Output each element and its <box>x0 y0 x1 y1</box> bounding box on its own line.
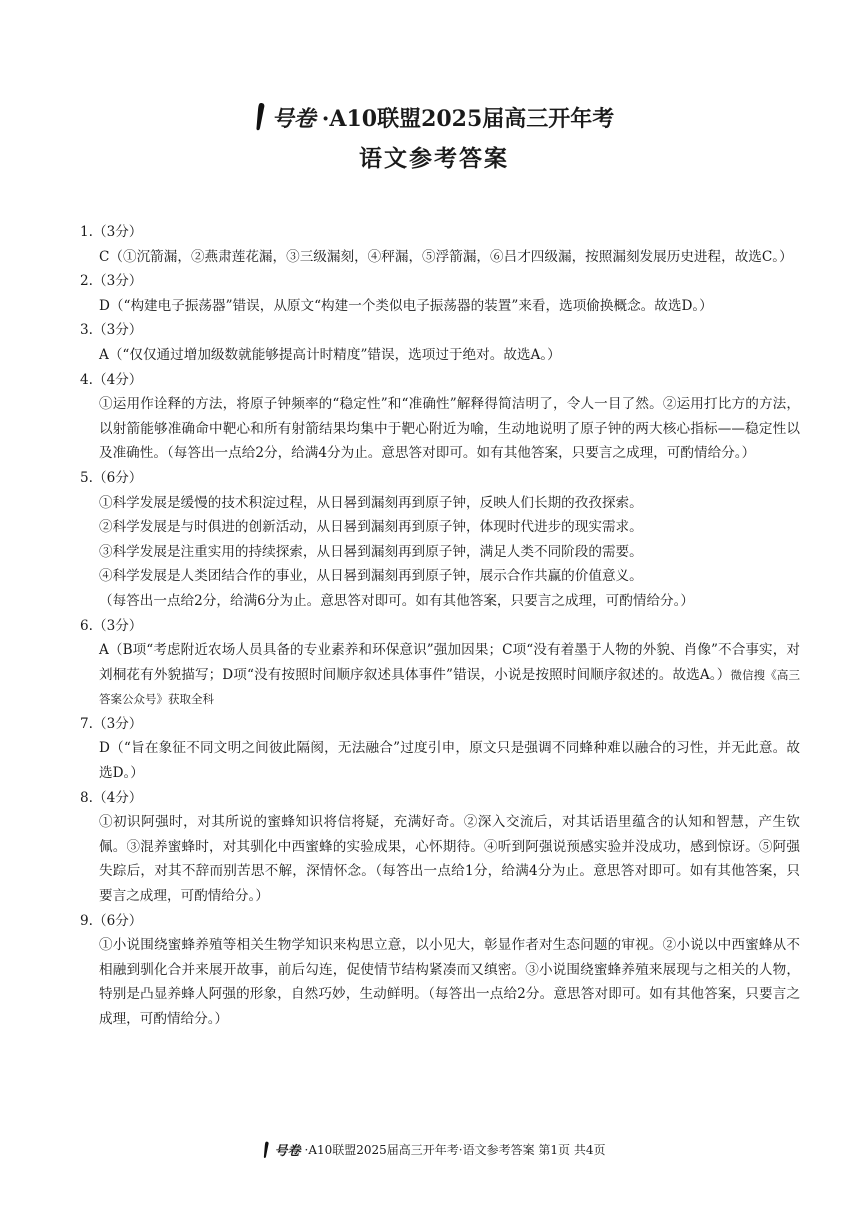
question-answer <box>99 245 800 270</box>
question-heading: 1.（3分） <box>80 224 143 240</box>
answer-list <box>80 220 800 1032</box>
answer-line: ①运用作诠释的方法，将原子钟频率的“稳定性”和“准确性”解释得简洁明了，令人一目了然。②运用打比方的方法，以射箭能够准确命中靶心和所有射箭结果均集中于靶心附近为喻，生动地说明了原子钟的两大核心指标——稳定性以及准确性。（每答出一点给2分，给满4分为止。意思答对即可。如有其他答案，只要言之成理，可酌情给分。） <box>99 396 800 462</box>
question-answer <box>99 638 800 712</box>
question-item <box>80 614 800 712</box>
question-item <box>80 318 800 367</box>
question-answer <box>99 736 800 785</box>
page-footer <box>0 1140 868 1159</box>
answer-line: D（“构建电子振荡器”错误，从原文“构建一个类似电子振荡器的装置”来看，选项偷换概念。故选D。） <box>99 297 713 314</box>
question-item <box>80 712 800 786</box>
footer-text: ·A10联盟2025届高三开年考·语文参考答案 第1页 共4页 <box>304 1143 606 1157</box>
footer-brand: 号卷 <box>274 1144 301 1159</box>
question-heading: 3.（3分） <box>80 322 143 339</box>
question-answer <box>99 343 800 368</box>
answer-line: ②科学发展是与时俱进的创新活动，从日晷到漏刻再到原子钟，体现时代进步的现实需求。 <box>99 519 643 536</box>
brush-stroke-logo-icon <box>254 102 266 132</box>
question-answer <box>99 933 800 1031</box>
question-answer <box>99 294 800 319</box>
answer-line: C（①沉箭漏，②燕肃莲花漏，③三级漏刻，④秤漏，⑤浮箭漏，⑥吕才四级漏，按照漏刻发展历史进程，故选C。） <box>99 248 793 265</box>
question-answer <box>99 810 800 908</box>
question-heading: 4.（4分） <box>80 371 143 388</box>
question-item <box>80 269 800 318</box>
question-heading: 7.（3分） <box>80 715 143 732</box>
answer-text: A（B项“考虑附近农场人员具备的专业素养和环保意识”强加因果；C项“没有着墨于人物的外貌、肖像”不合事实，对刘桐花有外貌描写；D项“没有按照时间顺序叙述具体事件”错误，小说是按照时间顺序叙述的。故选A。） <box>99 642 800 683</box>
question-item <box>80 909 800 1032</box>
document-subtitle: 语文参考答案 <box>359 145 509 172</box>
question-item <box>80 220 800 269</box>
document-header <box>0 100 868 173</box>
exam-title-text: ·A10联盟2025届高三开年考 <box>321 105 615 132</box>
question-heading: 5.（6分） <box>80 469 143 486</box>
question-answer <box>99 491 800 614</box>
answer-line: ④科学发展是人类团结合作的事业，从日晷到漏刻再到原子钟，展示合作共赢的价值意义。 <box>99 568 643 585</box>
question-item <box>80 368 800 466</box>
brush-stroke-logo-icon <box>262 1141 270 1159</box>
answer-line: A（“仅仅通过增加级数就能够提高计时精度”错误，选项过于绝对。故选A。） <box>99 346 561 363</box>
promo-note: 微信搜《高三答案公众号》获取全科 <box>99 667 801 707</box>
question-answer <box>99 392 800 466</box>
question-heading: 6.（3分） <box>80 617 143 634</box>
question-heading: 2.（3分） <box>80 273 143 290</box>
answer-line: ③科学发展是注重实用的持续探索，从日晷到漏刻再到原子钟，满足人类不同阶段的需要。 <box>99 543 643 560</box>
brand-name: 号卷 <box>271 105 316 132</box>
answer-line <box>99 638 800 712</box>
answer-line: D（“旨在象征不同文明之间彼此隔阂，无法融合”过度引申，原文只是强调不同蜂种难以融合的习性，并无此意。故选D。） <box>99 740 800 782</box>
question-heading: 8.（4分） <box>80 789 143 806</box>
question-item <box>80 786 800 909</box>
answer-line: ①科学发展是缓慢的技术积淀过程，从日晷到漏刻再到原子钟，反映人们长期的孜孜探索。 <box>99 494 643 511</box>
exam-title <box>0 100 868 134</box>
answer-line: （每答出一点给2分，给满6分为止。意思答对即可。如有其他答案，只要言之成理，可酌情给分。） <box>99 592 695 609</box>
answer-line: ①小说围绕蜜蜂养殖等相关生物学知识来构思立意，以小见大，彰显作者对生态问题的审视。②小说以中西蜜蜂从不相融到驯化合并来展开故事，前后勾连，促使情节结构紧凑而又缜密。③小说围绕蜜蜂养殖来展现与之相关的人物，特别是凸显养蜂人阿强的形象，自然巧妙，生动鲜明。（每答出一点给2分。意思答对即可。如有其他答案，只要言之成理，可酌情给分。） <box>99 937 800 1027</box>
question-item <box>80 466 800 614</box>
answer-line: ①初识阿强时，对其所说的蜜蜂知识将信将疑，充满好奇。②深入交流后，对其话语里蕴含的认知和智慧，产生钦佩。③混养蜜蜂时，对其驯化中西蜜蜂的实验成果，心怀期待。④听到阿强说预感实验并没成功，感到惊讶。⑤阿强失踪后，对其不辞而别苦思不解，深情怀念。（每答出一点给1分，给满4分为止。意思答对即可。如有其他答案，只要言之成理，可酌情给分。） <box>99 814 800 905</box>
question-heading: 9.（6分） <box>80 912 143 929</box>
